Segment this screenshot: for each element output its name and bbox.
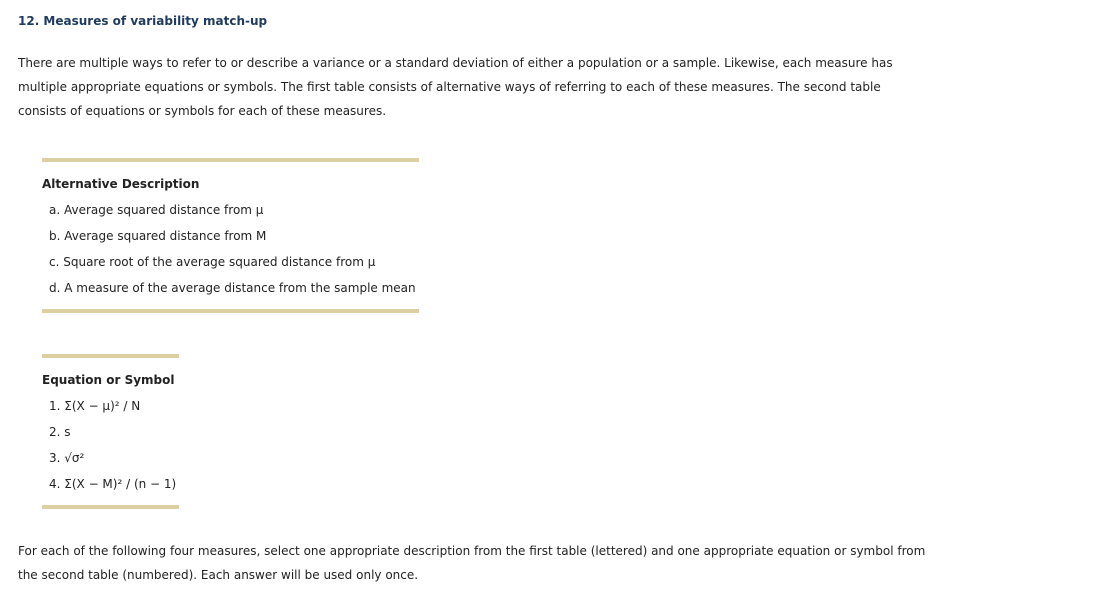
- equation-symbol-table: [42, 354, 179, 509]
- alt-item-c: c. Square root of the average squared distance from μ: [49, 255, 376, 269]
- equation-symbol-list: [42, 393, 179, 497]
- table-top-rule: [42, 354, 179, 358]
- eq-item-2: 2. s: [49, 425, 71, 439]
- alternative-description-header: Alternative Description: [42, 177, 200, 191]
- alt-item-d: d. A measure of the average distance from the sample mean: [49, 281, 416, 295]
- intro-paragraph: There are multiple ways to refer to or describe a variance or a standard deviation of either a population or a sample. Likewise, each measure has multiple appropriate equations or symbols. The first table consists of alternative ways of referring to each of these measures. The second table consists of equations or symbols for each of these measures.: [18, 56, 893, 118]
- alt-item-b: b. Average squared distance from M: [49, 229, 267, 243]
- table-top-rule: [42, 158, 419, 162]
- question-title: 12. Measures of variability match-up: [18, 14, 268, 28]
- eq-item-3: 3. √σ²: [49, 451, 85, 465]
- eq-item-1: 1. Σ(X − μ)² / N: [49, 399, 141, 413]
- table-bottom-rule: [42, 309, 419, 313]
- alternative-description-table: [42, 158, 419, 313]
- alternative-description-list: [42, 197, 419, 301]
- table-bottom-rule: [42, 505, 179, 509]
- instructions-paragraph: For each of the following four measures, select one appropriate description from the first table (lettered) and one appropriate equation or symbol from the second table (numbered). Each answer will be used only once.: [18, 544, 926, 582]
- equation-symbol-header: Equation or Symbol: [42, 373, 175, 387]
- eq-item-4: 4. Σ(X − M)² / (n − 1): [49, 477, 177, 491]
- alt-item-a: a. Average squared distance from μ: [49, 203, 264, 217]
